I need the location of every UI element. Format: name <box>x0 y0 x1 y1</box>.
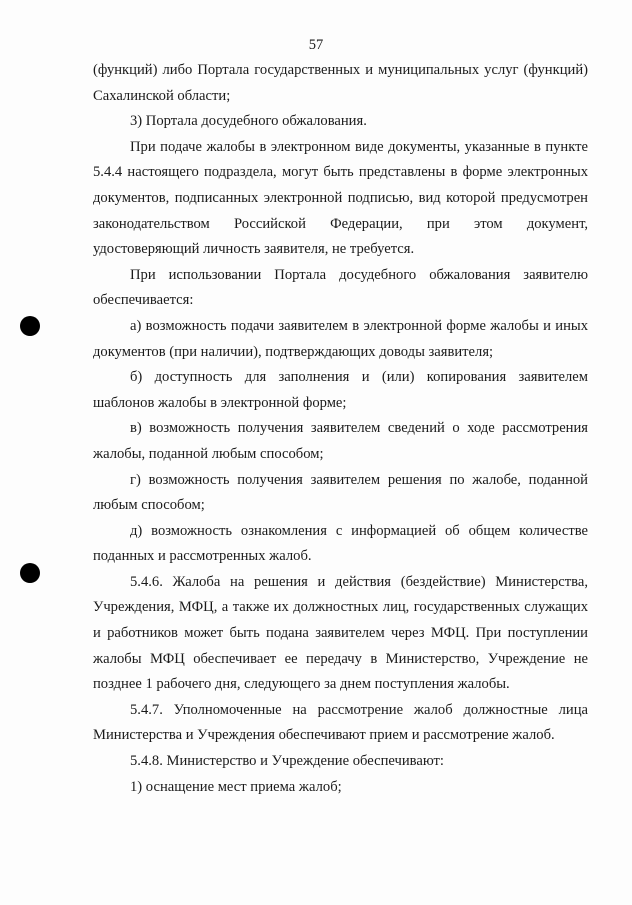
page-number: 57 <box>308 37 324 53</box>
paragraph-item-v: в) возможность получения заявителем сведений о ходе рассмотрения жалобы, поданной любым способом; <box>93 420 588 462</box>
paragraph-item-d: д) возможность ознакомления с информацией об общем количестве поданных и рассмотренных жалоб. <box>93 522 588 565</box>
paragraph-portal-intro: При использовании Портала досудебного обжалования заявителю обеспечивается: <box>93 266 588 309</box>
binder-hole-mark <box>20 316 40 336</box>
paragraph-5-4-7: 5.4.7. Уполномоченные на рассмотрение жалоб должностные лица Министерства и Учреждения обеспечивают прием и рассмотрение жалоб. <box>93 701 588 744</box>
paragraph-5-4-6: 5.4.6. Жалоба на решения и действия (бездействие) Министерства, Учреждения, МФЦ, а также их должностных лиц, государственных служащих и работников может быть подана заявителем через МФЦ. При поступлении жалобы МФЦ обеспечивает ее передачу в Министерство, Учреждение не позднее 1 рабочего дня, следующего за днем поступления жалобы. <box>93 573 588 693</box>
binder-hole-mark <box>20 563 40 583</box>
paragraph-continuation: (функций) либо Портала государственных и муниципальных услуг (функций) Сахалинской области; <box>93 62 588 104</box>
paragraph-electronic-documents: При подаче жалобы в электронном виде документы, указанные в пункте 5.4.4 настоящего подраздела, могут быть представлены в форме электронных документов, подписанных электронной подписью, вид которой предусмотрен законодательством Российской Федерации, при этом документ, удостоверяющий личность заявителя, не требуется. <box>93 138 588 258</box>
paragraph-item-a: а) возможность подачи заявителем в электронной форме жалобы и иных документов (при наличии), подтверждающих доводы заявителя; <box>93 317 588 360</box>
paragraph-item-b: б) доступность для заполнения и (или) копирования заявителем шаблонов жалобы в электронной форме; <box>93 369 588 411</box>
document-body <box>93 58 588 800</box>
paragraph-5-4-8: 5.4.8. Министерство и Учреждение обеспечивают: <box>130 753 444 770</box>
paragraph-item-3: 3) Портала досудебного обжалования. <box>130 113 367 130</box>
paragraph-5-4-8-item-1: 1) оснащение мест приема жалоб; <box>130 778 342 795</box>
paragraph-item-g: г) возможность получения заявителем решения по жалобе, поданной любым способом; <box>93 471 588 514</box>
